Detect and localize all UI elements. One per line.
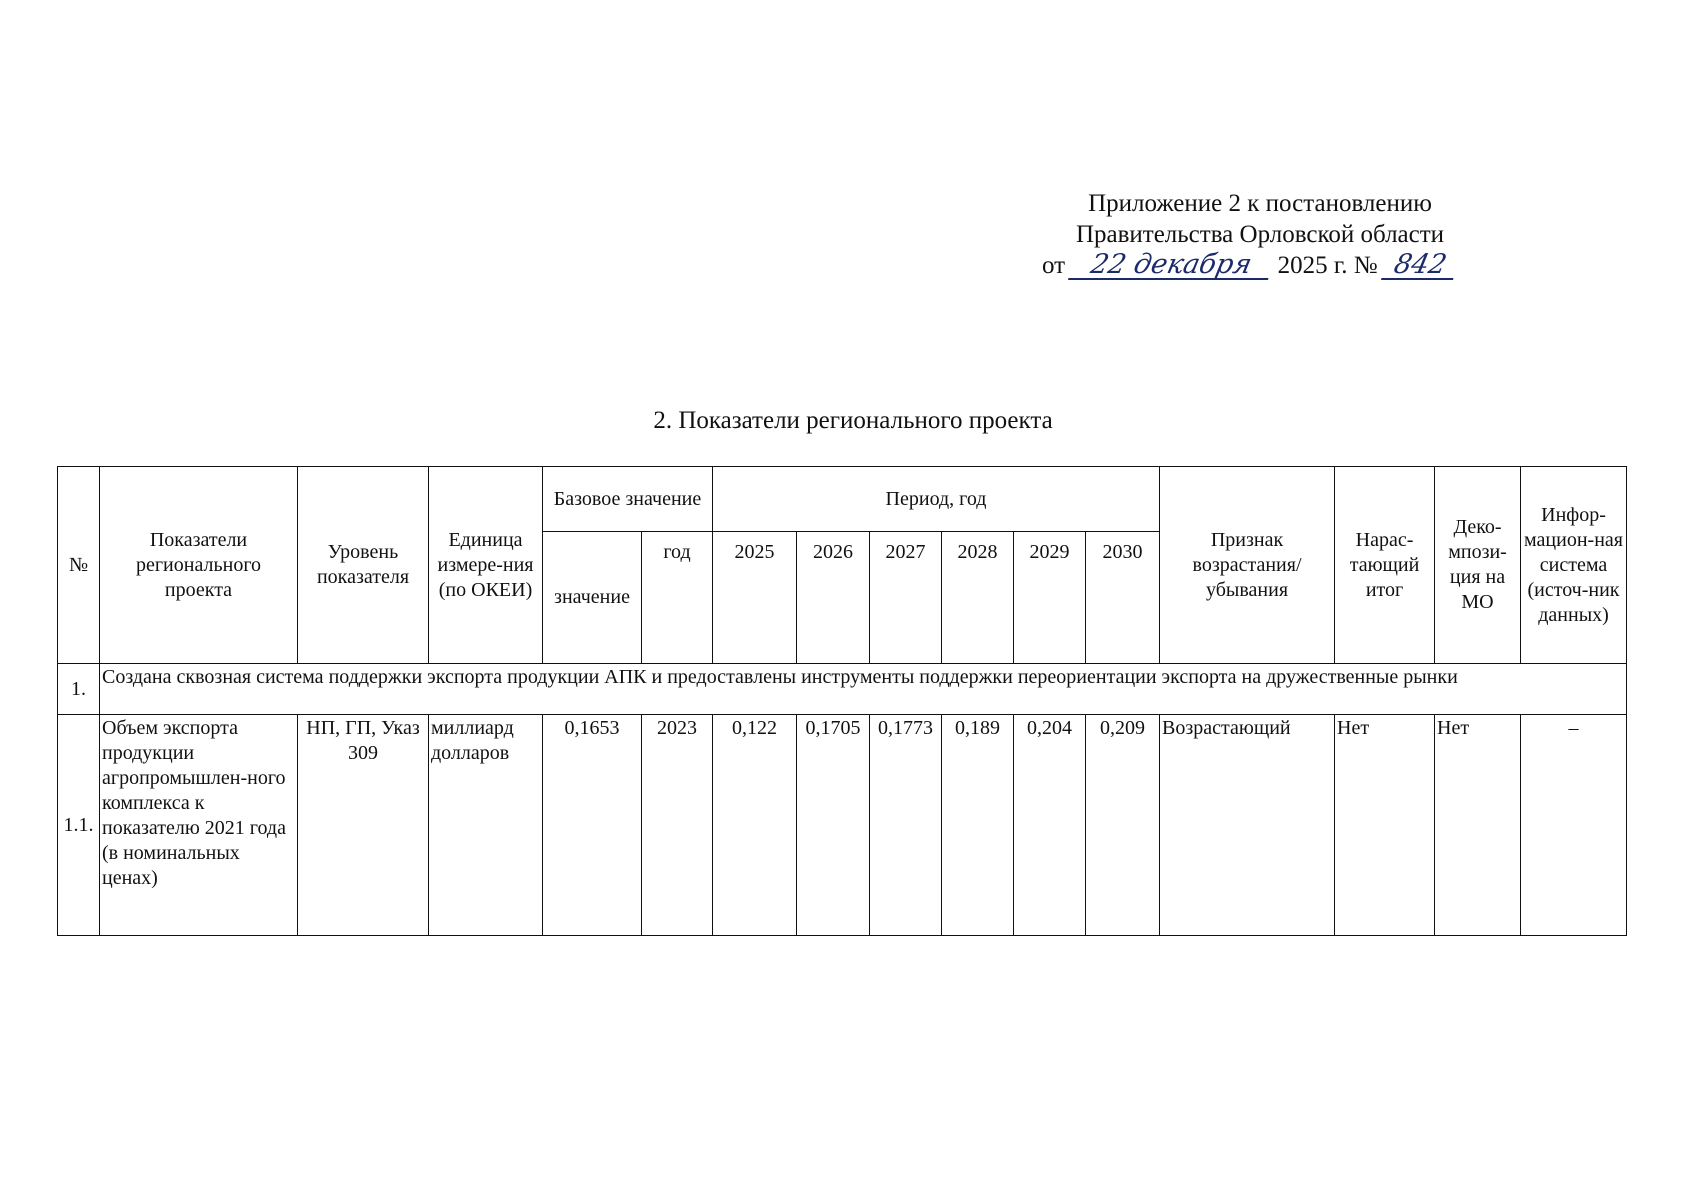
row-value-2026: 0,1705 [797,715,870,936]
row-value-2029: 0,204 [1014,715,1086,936]
appendix-line: Приложение 2 к постановлению [1088,190,1432,217]
header-unit: Единица измере-ния (по ОКЕИ) [429,467,543,664]
section-num: 1. [58,664,100,715]
row-value-2028: 0,189 [942,715,1014,936]
row-decomposition: Нет [1435,715,1521,936]
row-info-system: – [1521,715,1627,936]
header-year-2028: 2028 [942,532,1014,664]
row-value-2025: 0,122 [713,715,797,936]
header-indicators: Показатели регионального проекта [100,467,298,664]
date-prefix: от [1042,252,1066,279]
header-year-2030: 2030 [1086,532,1160,664]
header-base-value-value: значение [543,532,642,664]
handwritten-date: 22 декабря [1068,252,1274,280]
header-year-2026: 2026 [797,532,870,664]
indicators-table [57,466,1627,936]
row-level: НП, ГП, Указ 309 [298,715,429,936]
handwritten-number: 842 [1381,252,1459,280]
row-value-2030: 0,209 [1086,715,1160,936]
section-row [58,664,1627,715]
year-number-label: 2025 г. № [1277,252,1378,279]
header-trend: Признак возрастания/ убывания [1160,467,1335,664]
header-base-value-year: год [642,532,713,664]
row-indicator: Объем экспорта продукции агропромышлен-ного комплекса к показателю 2021 года (в номинальных ценах) [100,715,298,936]
row-value-2027: 0,1773 [870,715,942,936]
header-num: № [58,467,100,664]
row-trend: Возрастающий [1160,715,1335,936]
row-base-value: 0,1653 [543,715,642,936]
header-period: Период, год [713,467,1160,532]
row-unit: миллиард долларов [429,715,543,936]
section-text: Создана сквозная система поддержки экспорта продукции АПК и предоставлены инструменты поддержки переориентации экспорта на дружественные рынки [100,664,1627,715]
header-info-system: Инфор-мацион-ная система (источ-ник данных) [1521,467,1627,664]
date-line [1000,250,1520,281]
document-header [1000,188,1520,281]
row-base-year: 2023 [642,715,713,936]
government-line: Правительства Орловской области [1075,221,1445,248]
row-cumulative: Нет [1335,715,1435,936]
header-level: Уровень показателя [298,467,429,664]
header-cumulative: Нарас-тающий итог [1335,467,1435,664]
header-year-2025: 2025 [713,532,797,664]
table-row [58,715,1627,936]
header-base-value: Базовое значение [543,467,713,532]
header-year-2027: 2027 [870,532,942,664]
header-decomposition: Деко-мпози-ция на МО [1435,467,1521,664]
row-num: 1.1. [58,715,100,936]
section-title: 2. Показатели регионального проекта [653,407,1053,434]
header-year-2029: 2029 [1014,532,1086,664]
